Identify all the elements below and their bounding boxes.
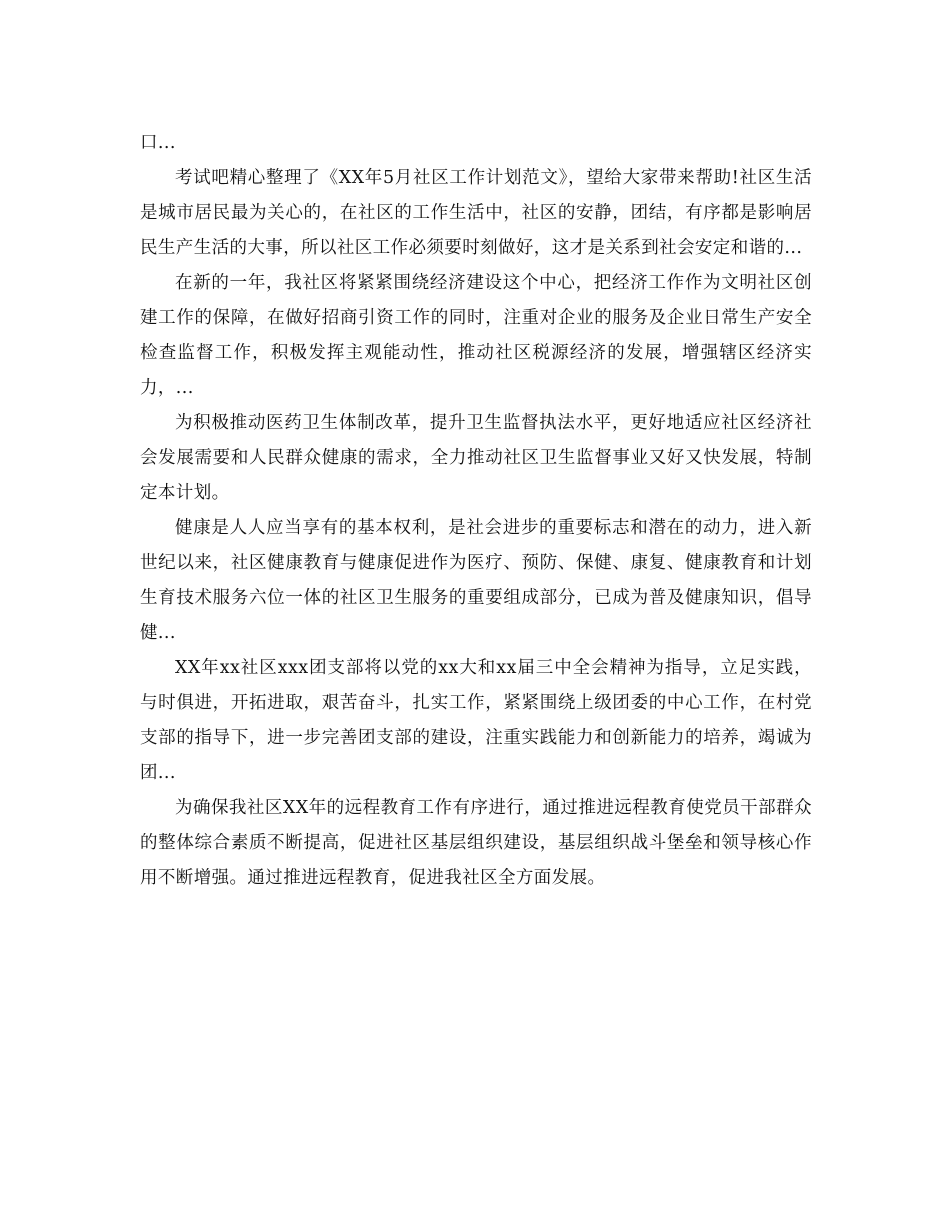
document-body (140, 126, 812, 896)
paragraph-economic-work: 在新的一年，我社区将紧紧围绕经济建设这个中心，把经济工作作为文明社区创建工作的保障，在做好招商引资工作的同时，注重对企业的服务及企业日常生产安全检查监督工作，积极发挥主观能动性，推动社区税源经济的发展，增强辖区经济实力，... (140, 273, 812, 398)
paragraph-youth-league: XX年xx社区xxx团支部将以党的xx大和xx届三中全会精神为指导，立足实践，与时俱进，开拓进取，艰苦奋斗，扎实工作，紧紧围绕上级团委的中心工作，在村党支部的指导下，进一步完善团支部的建设，注重实践能力和创新能力的培养，竭诚为团... (140, 658, 812, 783)
paragraph-remote-education: 为确保我社区XX年的远程教育工作有序进行，通过推进远程教育使党员干部群众的整体综合素质不断提高，促进社区基层组织建设，基层组织战斗堡垒和领导核心作用不断增强。通过推进远程教育，促进我社区全方面发展。 (140, 798, 812, 888)
paragraph-health-supervision: 为积极推动医药卫生体制改革，提升卫生监督执法水平，更好地适应社区经济社会发展需要和人民群众健康的需求，全力推动社区卫生监督事业又好又快发展，特制定本计划。 (140, 413, 812, 503)
paragraph-continuation: 口... (140, 133, 176, 153)
paragraph-health-education: 健康是人人应当享有的基本权利，是社会进步的重要标志和潜在的动力，进入新世纪以来，社区健康教育与健康促进作为医疗、预防、保健、康复、健康教育和计划生育技术服务六位一体的社区卫生服务的重要组成部分，已成为普及健康知识，倡导健... (140, 518, 812, 643)
paragraph-community-life: 考试吧精心整理了《XX年5月社区工作计划范文》，望给大家带来帮助!社区生活是城市居民最为关心的，在社区的工作生活中，社区的安静，团结，有序都是影响居民生产生活的大事，所以社区工作必须要时刻做好，这才是关系到社会安定和谐的... (140, 168, 812, 258)
